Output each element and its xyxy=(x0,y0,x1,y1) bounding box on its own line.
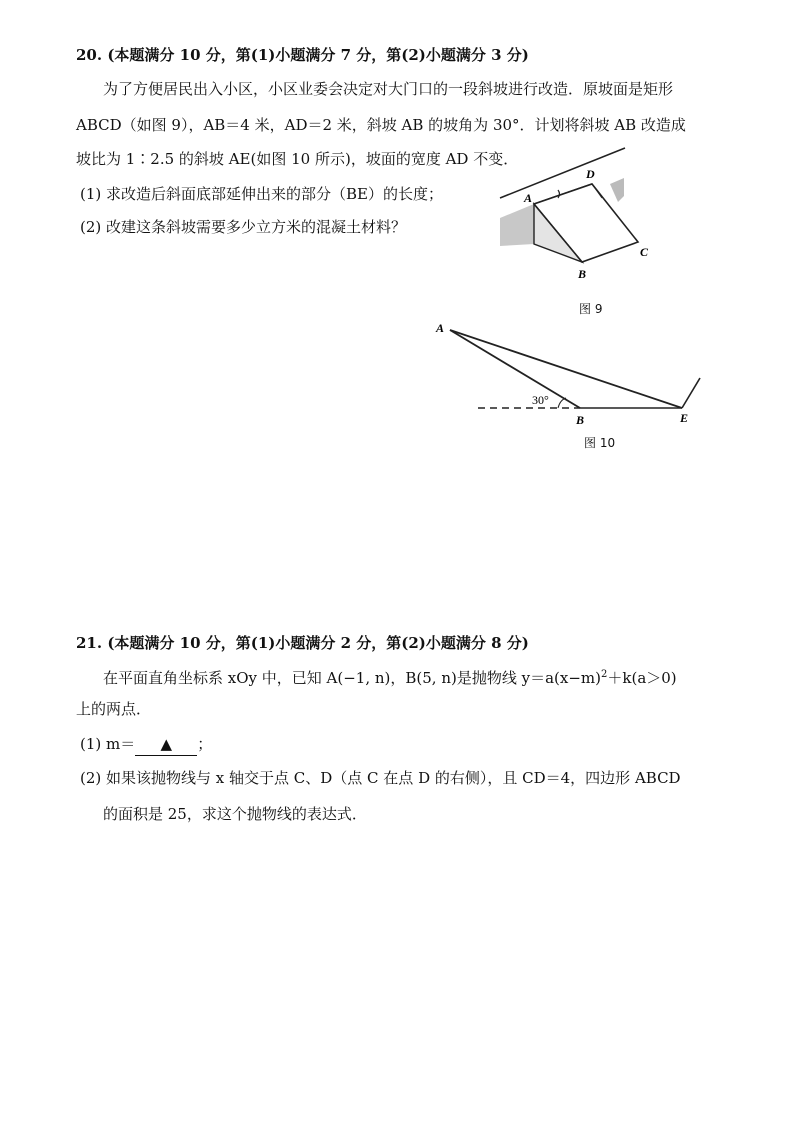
fig10-angle-label: 30° xyxy=(532,393,549,407)
fig9-label-c: C xyxy=(640,245,649,259)
fig9-label-a: A xyxy=(524,191,533,205)
q20-header: 20. (本题满分 10 分，第(1)小题满分 7 分，第(2)小题满分 3 分) xyxy=(76,46,529,64)
q21-sub1-suffix: ； xyxy=(197,735,213,753)
fig10-label-e: E xyxy=(680,411,689,425)
q20-subquestion-1: (1) 求改造后斜面底部延伸出来的部分（BE）的长度； xyxy=(80,185,443,203)
q21-paragraph-line-1 xyxy=(103,664,677,689)
q21-text-part-b: ＋k(a＞0) xyxy=(607,669,677,687)
figure-10-caption: 图 10 xyxy=(584,436,616,450)
fig10-label-b: B xyxy=(576,413,585,427)
q20-paragraph-line-1: 为了方便居民出入小区，小区业委会决定对大门口的一段斜坡进行改造．原坡面是矩形 xyxy=(103,80,674,98)
answer-blank: ▲ xyxy=(135,733,197,756)
figure-9-caption: 图 9 xyxy=(579,302,603,316)
q21-paragraph-line-2: 上的两点． xyxy=(76,700,152,718)
q21-subquestion-1 xyxy=(80,733,212,756)
q21-subquestion-2-line-2: 的面积是 25，求这个抛物线的表达式． xyxy=(103,805,367,823)
q21-subquestion-2-line-1: (2) 如果该抛物线与 x 轴交于点 C、D（点 C 在点 D 的右侧），且 CD＝4，四边形 ABCD xyxy=(80,769,681,787)
fig9-label-d: D xyxy=(586,167,595,181)
q20-paragraph-line-3: 坡比为 1∶2.5 的斜坡 AE(如图 10 所示)，坡面的宽度 AD 不变． xyxy=(76,150,519,168)
figure-9-diagram xyxy=(490,140,670,290)
q20-subquestion-2: (2) 改建这条斜坡需要多少立方米的混凝土材料？ xyxy=(80,218,407,236)
q21-exponent: 2 xyxy=(601,669,608,680)
fig10-label-a: A xyxy=(436,321,445,335)
q21-sub1-prefix: (1) m＝ xyxy=(80,735,136,753)
fig9-label-b: B xyxy=(578,267,587,281)
q21-header: 21. (本题满分 10 分，第(1)小题满分 2 分，第(2)小题满分 8 分) xyxy=(76,634,529,652)
q20-paragraph-line-2: ABCD（如图 9），AB＝4 米，AD＝2 米，斜坡 AB 的坡角为 30°．计划将斜坡 AB 改造成 xyxy=(76,116,686,134)
q21-text-part-a: 在平面直角坐标系 xOy 中，已知 A(−1, n)，B(5, n)是抛物线 y＝a(x−m) xyxy=(103,669,601,687)
figure-10-diagram xyxy=(430,318,720,430)
